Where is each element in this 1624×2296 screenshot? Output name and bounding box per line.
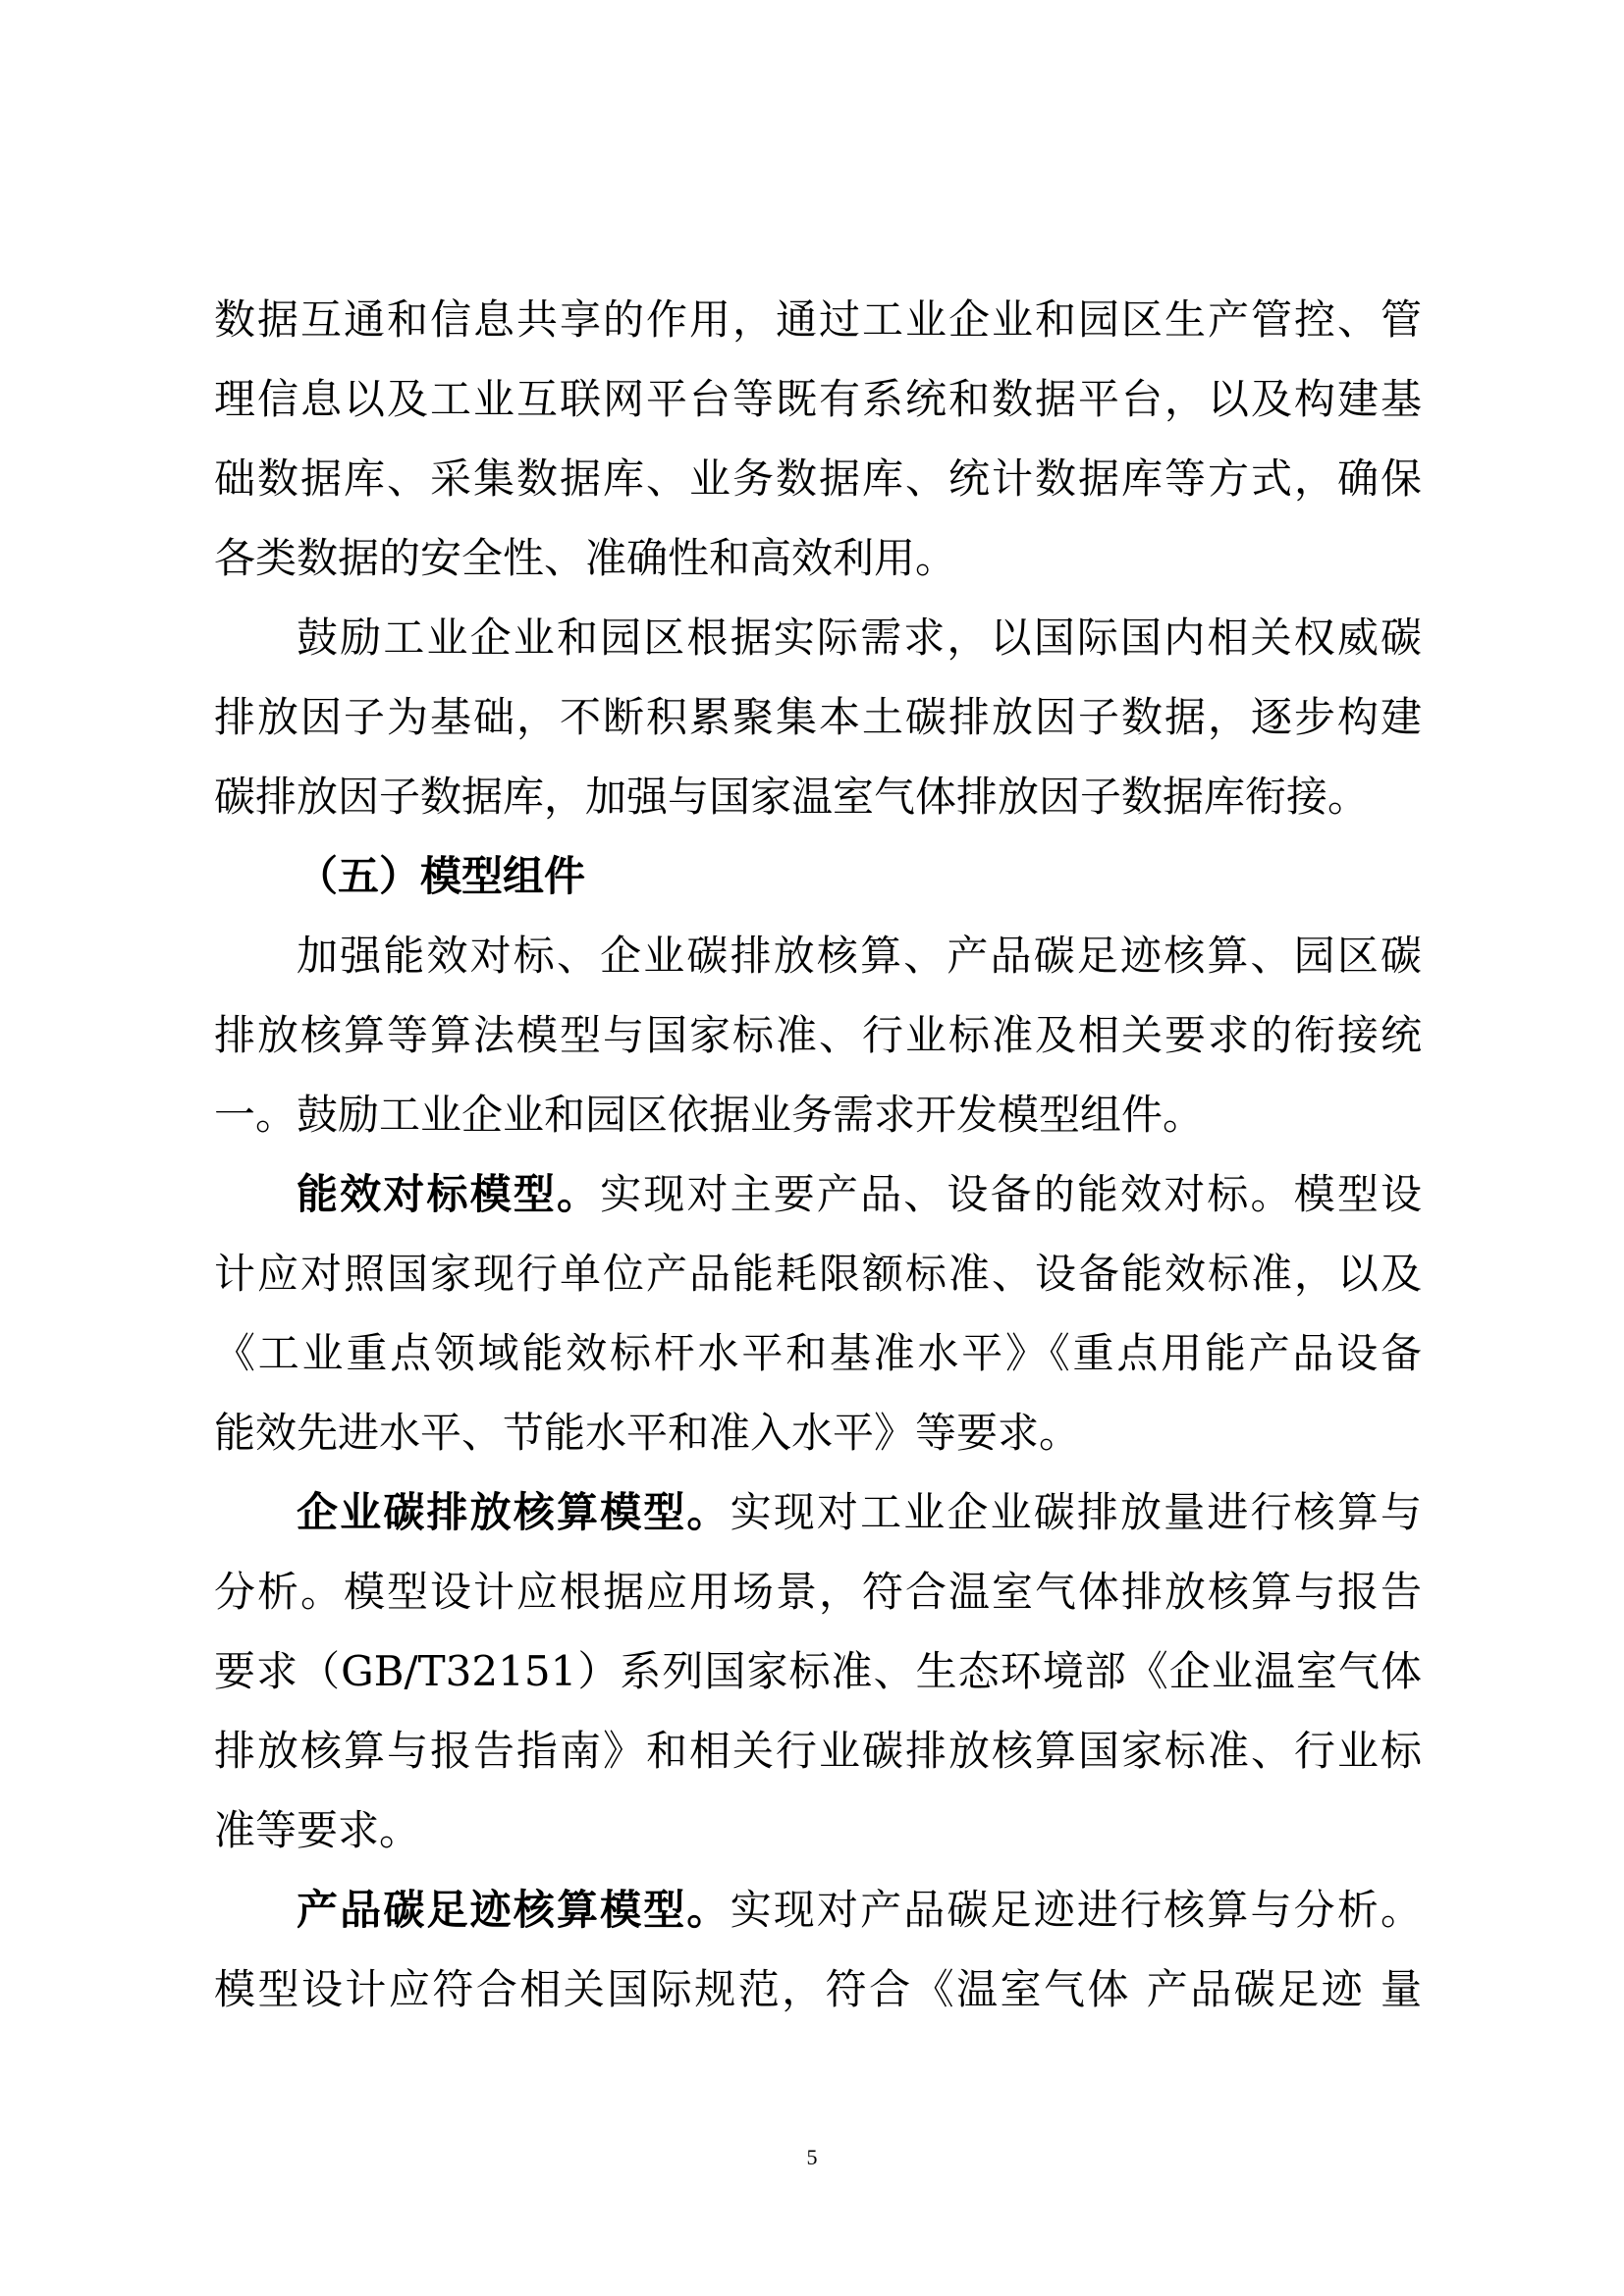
paragraph-text: 实现对工业企业碳排放量进行核算与 [730,1488,1422,1536]
paragraph-line: 准等要求。 [214,1806,421,1854]
paragraph-line: 碳排放因子数据库，加强与国家温室气体排放因子数据库衔接。 [214,773,1370,821]
paragraph-line [214,1870,1422,1949]
paragraph-line [214,1472,1422,1552]
section-heading: （五）模型组件 [297,852,586,900]
paragraph-line: 础数据库、采集数据库、业务数据库、统计数据库等方式，确保 [214,454,1422,503]
paragraph-line: 要求（GB/T32151）系列国家标准、生态环境部《企业温室气体 [214,1647,1422,1695]
paragraph-line: 一。鼓励工业企业和园区依据业务需求开发模型组件。 [214,1091,1205,1139]
page-number: 5 [806,2145,818,2169]
paragraph-line: 《工业重点领域能效标杆水平和基准水平》《重点用能产品设备 [214,1329,1422,1377]
paragraph-line: 数据互通和信息共享的作用，通过工业企业和园区生产管控、管 [214,295,1422,344]
paragraph-text: 实现对产品碳足迹进行核算与分析。 [730,1886,1422,1934]
paragraph-line: 理信息以及工业互联网平台等既有系统和数据平台，以及构建基 [214,375,1422,423]
run-in-heading: 企业碳排放核算模型。 [297,1488,731,1536]
paragraph-line: 分析。模型设计应根据应用场景，符合温室气体排放核算与报告 [214,1568,1422,1616]
run-in-heading: 产品碳足迹核算模型。 [297,1886,731,1934]
paragraph-line: 能效先进水平、节能水平和准入水平》等要求。 [214,1409,1081,1457]
paragraph-line: 鼓励工业企业和园区根据实际需求，以国际国内相关权威碳 [297,614,1422,662]
run-in-heading: 能效对标模型。 [297,1170,601,1218]
paragraph-line: 排放核算与报告指南》和相关行业碳排放核算国家标准、行业标 [214,1727,1422,1775]
paragraph-line: 加强能效对标、企业碳排放核算、产品碳足迹核算、园区碳 [297,932,1422,980]
paragraph-line: 模型设计应符合相关国际规范，符合《温室气体 产品碳足迹 量 [214,1965,1422,2013]
paragraph-line [214,1154,1422,1234]
body-text [214,280,1422,2029]
paragraph-line: 排放核算等算法模型与国家标准、行业标准及相关要求的衔接统 [214,1011,1422,1059]
paragraph-text: 实现对主要产品、设备的能效对标。模型设 [600,1170,1422,1218]
paragraph-line: 排放因子为基础，不断积累聚集本土碳排放因子数据，逐步构建 [214,693,1422,741]
paragraph-line: 各类数据的安全性、准确性和高效利用。 [214,534,957,582]
paragraph-line: 计应对照国家现行单位产品能耗限额标准、设备能效标准，以及 [214,1250,1422,1298]
